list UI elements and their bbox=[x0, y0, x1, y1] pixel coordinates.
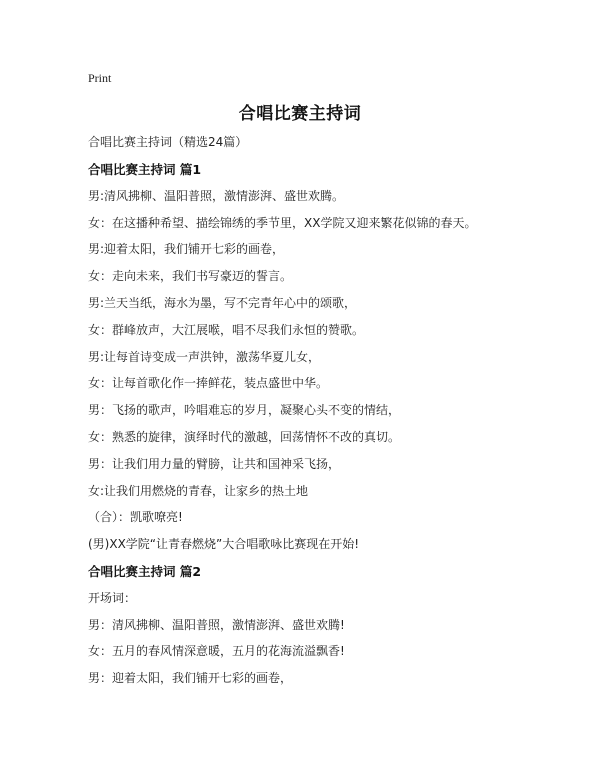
paragraph-line: 女：让每首歌化作一捧鲜花，装点盛世中华。 bbox=[88, 376, 329, 391]
paragraph-line: 男：飞扬的歌声，吟唱难忘的岁月，凝聚心头不变的情结， bbox=[88, 403, 401, 418]
paragraph-line: 开场词： bbox=[88, 590, 137, 605]
paragraph-line: (男)XX学院“让青春燃烧”大合唱歌咏比赛现在开始! bbox=[88, 537, 360, 552]
paragraph-line: 女：走向未来，我们书写豪迈的誓言。 bbox=[88, 269, 293, 284]
paragraph-line: 女：在这播种希望、描绘锦绣的季节里，XX学院又迎来繁花似锦的春天。 bbox=[88, 215, 477, 230]
paragraph-line: （合）：凯歌嘹亮! bbox=[88, 510, 183, 525]
paragraph-line: 男:让每首诗变成一声洪钟，激荡华夏儿女， bbox=[88, 349, 321, 364]
section-heading: 合唱比赛主持词 篇1 bbox=[88, 162, 202, 177]
paragraph-line: 女:让我们用燃烧的青春，让家乡的热土地 bbox=[88, 483, 309, 498]
paragraph-line: 男:迎着太阳，我们铺开七彩的画卷， bbox=[88, 242, 285, 257]
paragraph-line: 女：群峰放声，大江展喉，唱不尽我们永恒的赞歌。 bbox=[88, 322, 365, 337]
section-heading: 合唱比赛主持词 篇2 bbox=[88, 563, 202, 579]
paragraph-line: 男：迎着太阳，我们铺开七彩的画卷， bbox=[88, 671, 293, 686]
document-body bbox=[88, 161, 578, 697]
paragraph-line: 女：五月的春风情深意暖，五月的花海流溢飘香! bbox=[88, 644, 345, 659]
document-subtitle: 合唱比赛主持词（精选24篇） bbox=[88, 135, 248, 149]
paragraph-line: 男:清风拂柳、温阳普照，激情澎湃、盛世欢腾。 bbox=[88, 188, 345, 203]
paragraph-line: 女：熟悉的旋律，演绎时代的激越，回荡情怀不改的真切。 bbox=[88, 429, 401, 444]
paragraph-line: 男:兰天当纸，海水为墨，写不完青年心中的颂歌， bbox=[88, 295, 357, 310]
document-title: 合唱比赛主持词 bbox=[238, 104, 362, 124]
print-label: Print bbox=[88, 71, 112, 85]
paragraph-line: 男：让我们用力量的臂膀，让共和国神采飞扬， bbox=[88, 456, 341, 471]
paragraph-line: 男：清风拂柳、温阳普照，激情澎湃、盛世欢腾! bbox=[88, 617, 345, 632]
